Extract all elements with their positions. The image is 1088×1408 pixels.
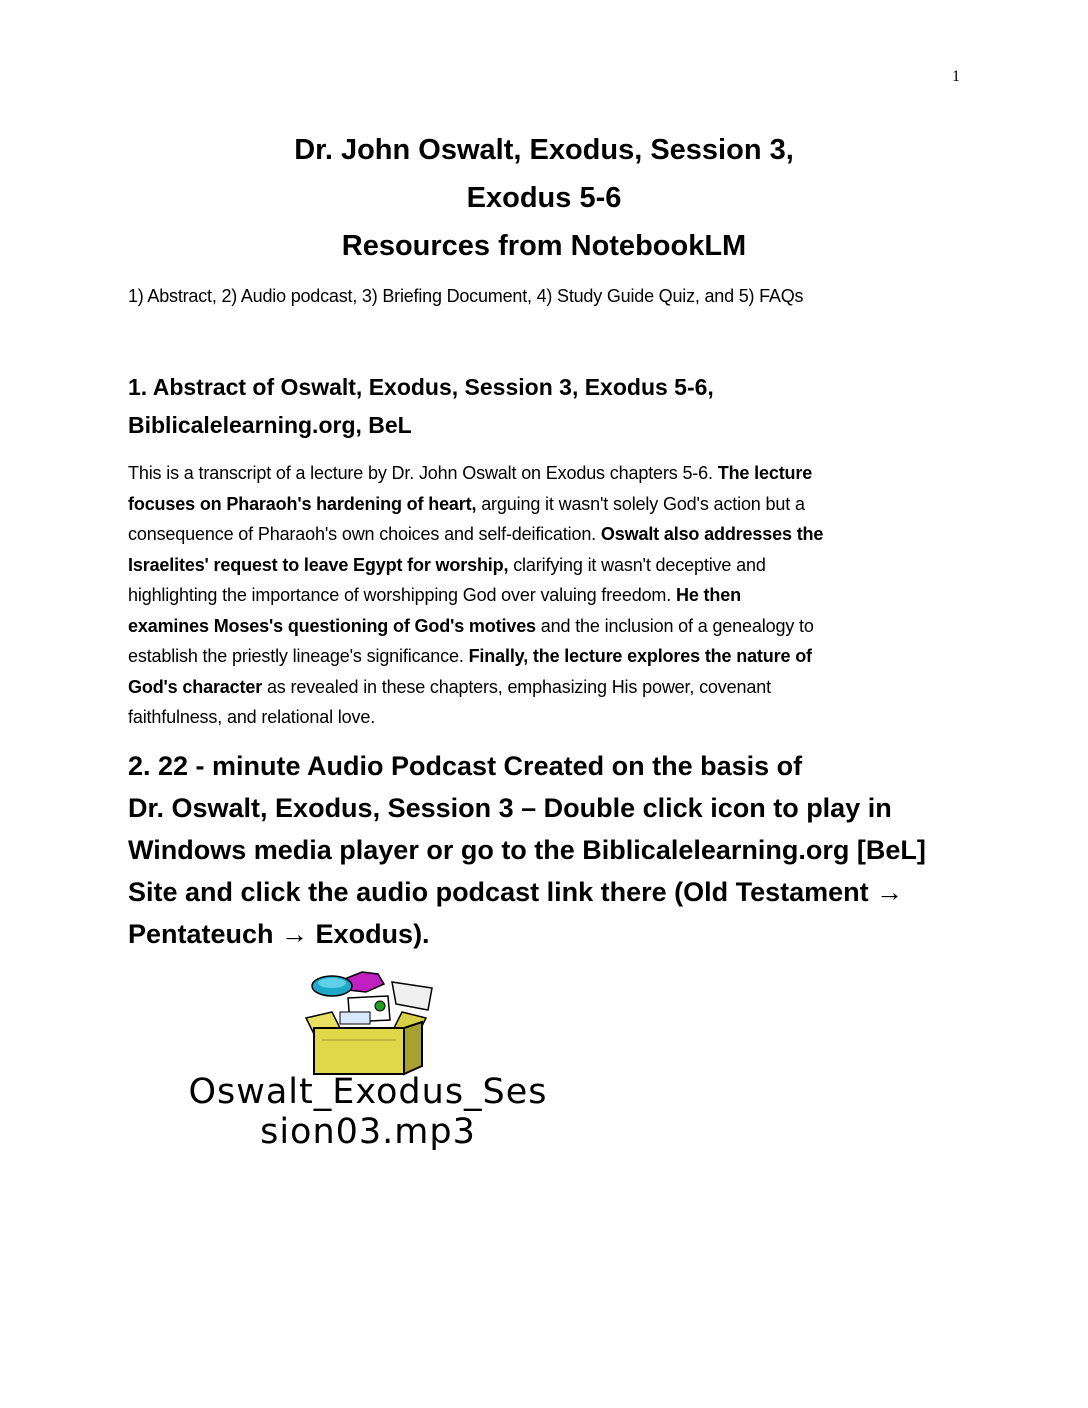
section-2-line-2: Dr. Oswalt, Exodus, Session 3 – Double click icon to play in: [128, 793, 892, 823]
document-title: [0, 126, 1088, 270]
section-2-line-5: Pentateuch: [128, 919, 282, 949]
contents-list: 1) Abstract, 2) Audio podcast, 3) Briefing Document, 4) Study Guide Quiz, and 5) FAQs: [128, 286, 804, 306]
abstract-emphasis: Israelites' request to leave Egypt for worship,: [128, 554, 509, 575]
title-line-1: Dr. John Oswalt, Exodus, Session 3,: [294, 134, 794, 166]
abstract-text: faithfulness, and relational love.: [128, 707, 376, 727]
abstract-emphasis: The lecture: [717, 463, 813, 483]
arrow-right-icon: →: [876, 877, 904, 907]
section-1-heading-line-1: 1. Abstract of Oswalt, Exodus, Session 3, Exodus 5-6,: [128, 374, 714, 400]
attachment-filename-line-1: Oswalt_Exodus_Ses: [188, 1072, 548, 1112]
abstract-paragraph: [128, 458, 948, 733]
package-icon[interactable]: [292, 968, 442, 1078]
abstract-emphasis: focuses on Pharaoh's hardening of heart,: [128, 493, 477, 514]
page-number: 1: [952, 68, 960, 85]
section-2-heading: [128, 745, 958, 955]
abstract-text: establish the priestly lineage's significance.: [128, 646, 469, 666]
section-2-line-3: Windows media player or go to the Biblicalelearning.org [BeL]: [128, 835, 926, 865]
abstract-emphasis: God's character: [128, 676, 263, 697]
abstract-emphasis: Oswalt also addresses the: [600, 524, 824, 544]
section-1-heading: [128, 368, 828, 444]
abstract-text: highlighting the importance of worshipping God over valuing freedom.: [128, 585, 676, 605]
title-line-3: Resources from NotebookLM: [341, 230, 747, 262]
section-1-heading-line-2: Biblicalelearning.org, BeL: [128, 412, 412, 438]
section-2-line-5-end: Exodus).: [308, 919, 430, 949]
abstract-emphasis: Finally, the lecture explores the nature of: [468, 646, 812, 666]
abstract-text: arguing it wasn't solely God's action but a: [476, 493, 805, 514]
section-2-line-4: Site and click the audio podcast link there (Old Testament: [128, 877, 877, 907]
section-2-line-1: 2. 22 - minute Audio Podcast Created on the basis of: [128, 751, 803, 781]
abstract-text: This is a transcript of a lecture by Dr. John Oswalt on Exodus chapters 5-6.: [128, 463, 718, 483]
title-line-2: Exodus 5-6: [466, 182, 622, 214]
abstract-text: consequence of Pharaoh's own choices and self-deification.: [128, 524, 601, 544]
abstract-text: clarifying it wasn't deceptive and: [508, 554, 766, 575]
attachment-filename[interactable]: [128, 1072, 608, 1152]
abstract-emphasis: He then: [675, 585, 741, 605]
abstract-emphasis: examines Moses's questioning of God's motives: [128, 615, 536, 636]
abstract-text: as revealed in these chapters, emphasizing His power, covenant: [262, 676, 771, 697]
arrow-right-icon: →: [281, 919, 309, 949]
abstract-text: and the inclusion of a genealogy to: [535, 615, 814, 636]
attachment-filename-line-2: sion03.mp3: [260, 1112, 476, 1152]
